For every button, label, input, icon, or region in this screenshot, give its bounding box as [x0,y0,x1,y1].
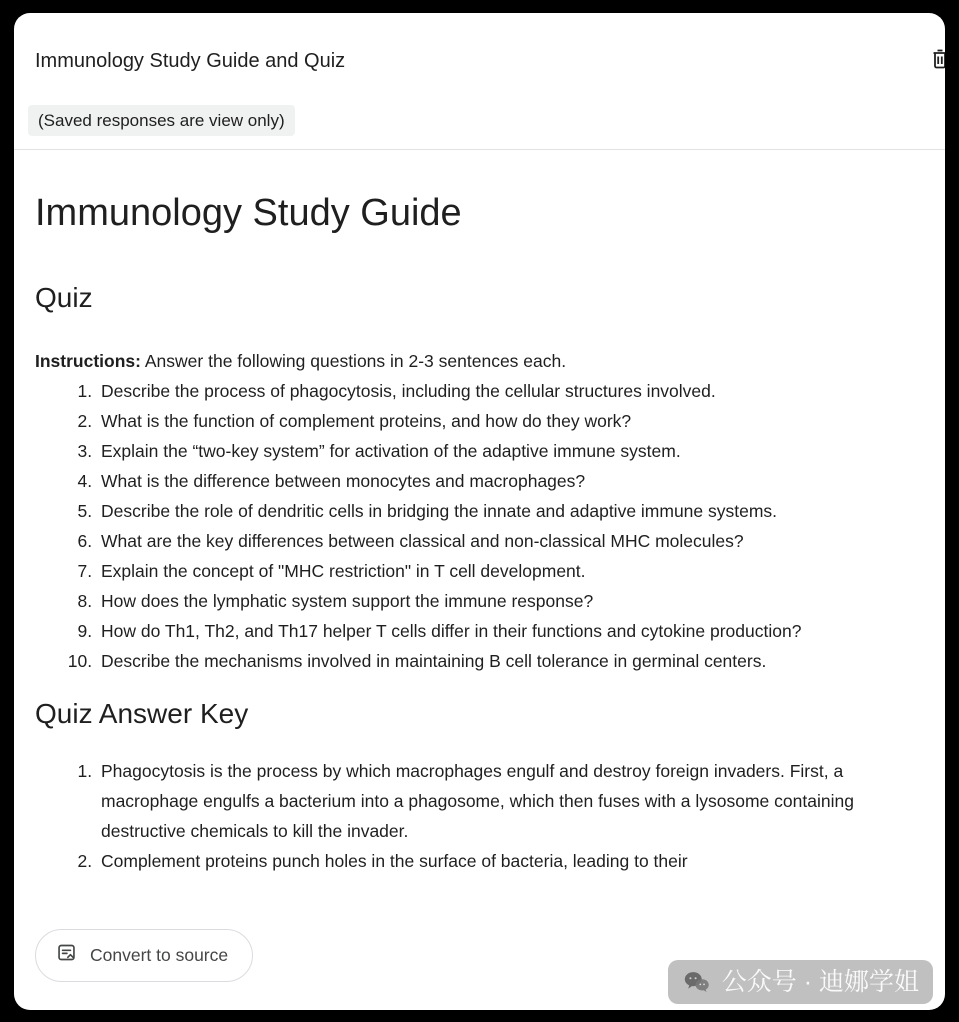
instructions-text: Answer the following questions in 2-3 sentences each. [140,351,567,371]
answer-key-heading: Quiz Answer Key [35,698,249,729]
document-title: Immunology Study Guide [35,192,462,234]
study-guide-panel [14,13,945,1010]
quiz-question-item: 10. Describe the mechanisms involved in maintaining B cell tolerance in germinal centers. [97,646,921,676]
watermark-text: 公众号 · 迪娜学姐 [721,968,919,996]
answer-key-list [35,756,921,876]
quiz-question-item: 5. Describe the role of dendritic cells in bridging the innate and adaptive immune systems. [97,496,921,526]
quiz-question-item: 2. What is the function of complement proteins, and how do they work? [97,406,921,436]
chip-row [14,75,945,136]
panel-header [14,13,945,75]
delete-icon[interactable] [928,45,945,71]
instructions-label: Instructions: [35,351,141,371]
quiz-questions-list [35,376,921,676]
convert-to-source-icon [56,942,77,968]
wechat-icon [682,967,712,997]
convert-to-source-label: Convert to source [90,944,229,965]
quiz-question-item: 8. How does the lymphatic system support the immune response? [97,586,921,616]
quiz-question-item: 6. What are the key differences between classical and non-classical MHC molecules? [97,526,921,556]
convert-to-source-button[interactable] [35,929,253,982]
quiz-question-item: 7. Explain the concept of "MHC restriction" in T cell development. [97,556,921,586]
quiz-question-item: 4. What is the difference between monocytes and macrophages? [97,466,921,496]
quiz-instructions [35,346,921,376]
document-content[interactable] [14,150,945,900]
quiz-question-item: 1. Describe the process of phagocytosis, including the cellular structures involved. [97,376,921,406]
view-only-chip: (Saved responses are view only) [28,105,295,136]
answer-item: 2. Complement proteins punch holes in the surface of bacteria, leading to their [97,846,921,876]
panel-title: Immunology Study Guide and Quiz [35,50,346,72]
quiz-question-item: 9. How do Th1, Th2, and Th17 helper T cells differ in their functions and cytokine production? [97,616,921,646]
watermark-badge [668,960,933,1004]
quiz-question-item: 3. Explain the “two-key system” for activation of the adaptive immune system. [97,436,921,466]
quiz-heading: Quiz [35,282,93,313]
answer-item: 1. Phagocytosis is the process by which macrophages engulf and destroy foreign invaders. First, a macrophage engulfs a bacterium into a phagosome, which then fuses with a lysosome containing destructive chemicals to kill the invader. [97,756,921,846]
